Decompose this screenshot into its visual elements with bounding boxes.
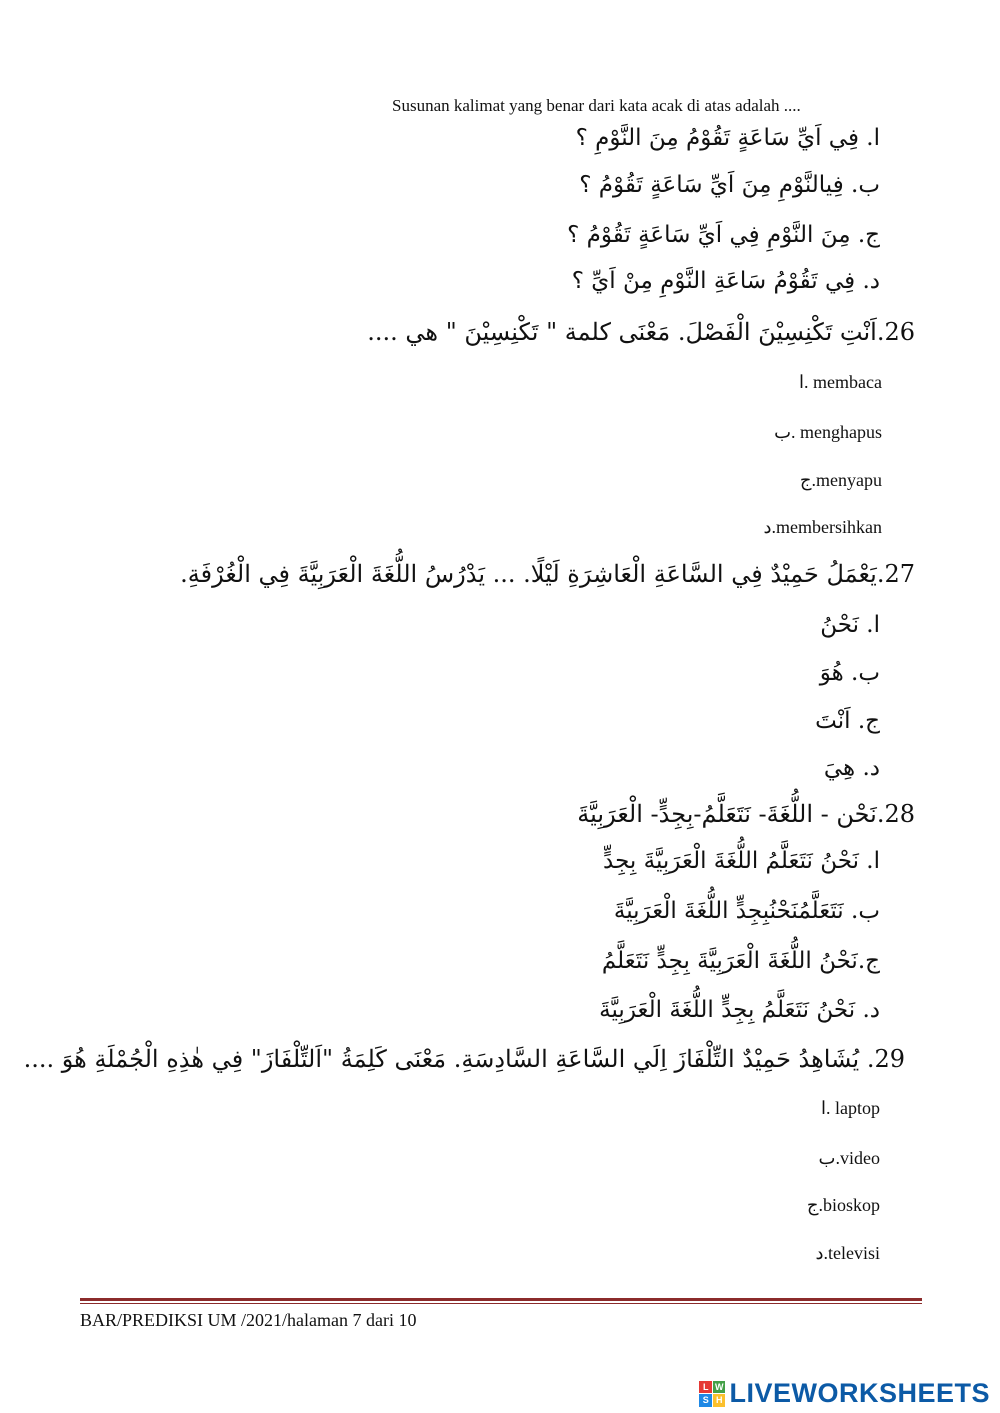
- q28-option-c[interactable]: ج.نَحْنُ اللُّغَةَ الْعَرَبِيَّةَ بِجِدٍّ نَتَعَلَّمُ: [601, 948, 880, 974]
- q28-option-b[interactable]: ب. نَتَعَلَّمُنَحْنُبِجِدٍّ اللُّغَةَ الْعَرَبِيَّةَ: [613, 898, 880, 924]
- q28-question: 28.نَحْن - اللُّغَةَ- نَتَعَلَّمُ-بِجِدٍّ- الْعَرَبِيَّةَ: [577, 800, 915, 828]
- q26-option-c[interactable]: menyapu.ج: [799, 470, 882, 490]
- q27-option-b[interactable]: ب. هُوَ: [819, 660, 880, 686]
- q26-option-d[interactable]: membersihkan.د: [763, 517, 882, 537]
- footer-rule: [80, 1298, 922, 1301]
- logo-cell: L: [699, 1381, 712, 1394]
- footer-text: BAR/PREDIKSI UM /2021/halaman 7 dari 10: [80, 1310, 417, 1330]
- liveworksheets-wordmark: LIVEWORKSHEETS: [729, 1378, 990, 1408]
- intro-text: Susunan kalimat yang benar dari kata acak di atas adalah ....: [392, 96, 801, 115]
- q29-option-d[interactable]: televisi.د: [815, 1243, 880, 1263]
- q29-option-c[interactable]: bioskop.ج: [806, 1195, 880, 1215]
- q28-option-d[interactable]: د. نَحْنُ نَتَعَلَّمُ بِجِدٍّ اللُّغَةَ الْعَرَبِيَّةَ: [599, 997, 880, 1023]
- q27-option-d[interactable]: د. هِيَ: [823, 755, 880, 781]
- q26-question: 26.اَنْتِ تَكْنِسِيْنَ الْفَصْلَ. مَعْنَى كلمة " تَكْنِسِيْنَ " هي ....: [367, 318, 915, 346]
- q28-option-a[interactable]: ا. نَحْنُ نَتَعَلَّمُ اللُّغَةَ الْعَرَبِيَّةَ بِجِدٍّ: [603, 848, 880, 874]
- q25-option-b[interactable]: ب. فِيالنَّوْمِ مِنَ اَيِّ سَاعَةٍ تَقُوْمُ ؟: [579, 172, 880, 198]
- q25-option-a[interactable]: ا. فِي اَيِّ سَاعَةٍ تَقُوْمُ مِنَ النَّوْمِ ؟: [575, 125, 880, 151]
- footer-rule-thin: [80, 1303, 922, 1304]
- q25-option-d[interactable]: د. فِي تَقُوْمُ سَاعَةِ النَّوْمِ مِنْ اَيِّ ؟: [571, 268, 880, 294]
- q26-option-b[interactable]: menghapus .ب: [774, 422, 882, 442]
- q29-option-b[interactable]: video.ب: [818, 1148, 880, 1168]
- logo-cell: W: [714, 1381, 724, 1392]
- q27-question: 27.يَعْمَلُ حَمِيْدٌ فِي السَّاعَةِ الْعَاشِرَةِ لَيْلًا. ... يَدْرُسُ اللُّغَةَ الْعَرَبِيَّةَ فِي الْغُرْفَةِ.: [180, 560, 915, 588]
- logo-cell: S: [699, 1394, 712, 1407]
- q27-option-a[interactable]: ا. نَحْنُ: [820, 612, 880, 638]
- logo-cell: H: [713, 1394, 726, 1407]
- q29-option-a[interactable]: laptop .ا: [820, 1098, 880, 1118]
- q27-option-c[interactable]: ج. اَنْتَ: [815, 708, 880, 734]
- q26-option-a[interactable]: membaca .ا: [799, 372, 882, 392]
- liveworksheets-brand[interactable]: [699, 1378, 990, 1409]
- q25-option-c[interactable]: ج. مِنَ النَّوْمِ فِي اَيِّ سَاعَةٍ تَقُوْمُ ؟: [567, 222, 880, 248]
- q29-question: 29. يُشَاهِدُ حَمِيْدٌ التِّلْفَازَ اِلَي السَّاعَةِ السَّادِسَةِ. مَعْنَى كَلِمَةُ "اَلتِّلْفَازَ" فِي هٰذِهِ الْجُمْلَةِ هُوَ ....: [23, 1045, 905, 1073]
- liveworksheets-logo-icon: [699, 1381, 725, 1407]
